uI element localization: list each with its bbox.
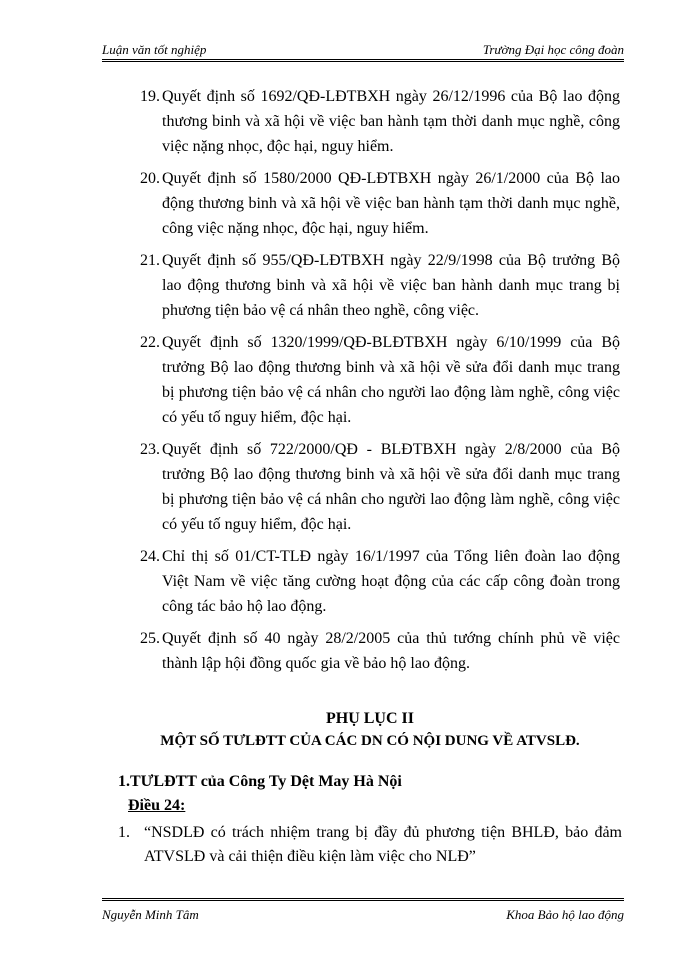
reference-list	[140, 84, 620, 683]
appendix-title: PHỤ LỤC II	[325, 710, 414, 727]
header-rule	[102, 59, 624, 62]
list-item-number: 22.	[140, 334, 160, 351]
list-item-text: Quyết định số 1692/QĐ-LĐTBXH ngày 26/12/1996 của Bộ lao động thương binh và xã hội về việc ban hành tạm thời danh mục nghề, công việc nặng nhọc, độc hại, nguy hiểm.	[162, 88, 620, 155]
list-item-number: 23.	[140, 441, 160, 458]
article-clause	[118, 821, 622, 869]
list-item	[140, 626, 620, 676]
agreement-section	[118, 770, 622, 869]
list-item	[140, 166, 620, 241]
appendix-subtitle: MỘT SỐ TƯLĐTT CỦA CÁC DN CÓ NỘI DUNG VỀ ATVSLĐ.	[160, 733, 580, 749]
footer-faculty: Khoa Bảo hộ lao động	[506, 907, 624, 922]
list-item-number: 19.	[140, 88, 160, 105]
page-header	[102, 40, 624, 62]
list-item	[140, 248, 620, 323]
footer-author: Nguyễn Minh Tâm	[102, 907, 199, 922]
list-item	[140, 544, 620, 619]
list-item-number: 20.	[140, 170, 160, 187]
list-item-text: Quyết định số 955/QĐ-LĐTBXH ngày 22/9/1998 của Bộ trưởng Bộ lao động thương binh và xã hội về việc ban hành danh mục trang bị phương tiện bảo vệ cá nhân theo nghề, công việc.	[162, 252, 620, 319]
header-thesis-label: Luận văn tốt nghiệp	[102, 42, 207, 57]
list-item	[140, 437, 620, 537]
clause-number: 1.	[118, 824, 130, 841]
section-heading: 1.TƯLĐTT của Công Ty Dệt May Hà Nội	[118, 773, 402, 790]
list-item-number: 25.	[140, 630, 160, 647]
list-item-text: Quyết định số 40 ngày 28/2/2005 của thủ tướng chính phủ về việc thành lập hội đồng quốc gia về bảo hộ lao động.	[162, 630, 620, 672]
list-item-text: Quyết định số 1320/1999/QĐ-BLĐTBXH ngày 6/10/1999 của Bộ trưởng Bộ lao động thương binh và xã hội về sửa đổi danh mục trang bị phương tiện bảo vệ cá nhân cho người lao động làm nghề, công việc có yếu tố nguy hiểm, độc hại.	[162, 334, 620, 426]
clause-text: “NSDLĐ có trách nhiệm trang bị đầy đủ phương tiện BHLĐ, bảo đảm ATVSLĐ và cải thiện điều kiện làm việc cho NLĐ”	[144, 824, 622, 865]
page-footer	[102, 898, 624, 928]
list-item-number: 24.	[140, 548, 160, 565]
list-item-number: 21.	[140, 252, 160, 269]
list-item	[140, 84, 620, 159]
list-item-text: Chỉ thị số 01/CT-TLĐ ngày 16/1/1997 của Tổng liên đoàn lao động Việt Nam về việc tăng cường hoạt động của các cấp công đoàn trong công tác bảo hộ lao động.	[162, 548, 620, 615]
article-label: Điều 24:	[128, 797, 186, 814]
list-item-text: Quyết định số 1580/2000 QĐ-LĐTBXH ngày 26/1/2000 của Bộ lao động thương binh và xã hội về việc ban hành tạm thời danh mục nghề, công việc nặng nhọc, độc hại, nguy hiểm.	[162, 170, 620, 237]
list-item-text: Quyết định số 722/2000/QĐ - BLĐTBXH ngày 2/8/2000 của Bộ trưởng Bộ lao động thương binh và xã hội về sửa đổi danh mục trang bị phương tiện bảo vệ cá nhân cho người lao động làm nghề, công việc có yếu tố nguy hiểm, độc hại.	[162, 441, 620, 533]
list-item	[140, 330, 620, 430]
appendix-heading	[100, 708, 640, 752]
footer-rule	[102, 898, 624, 901]
header-university-label: Trường Đại học công đoàn	[482, 42, 624, 57]
